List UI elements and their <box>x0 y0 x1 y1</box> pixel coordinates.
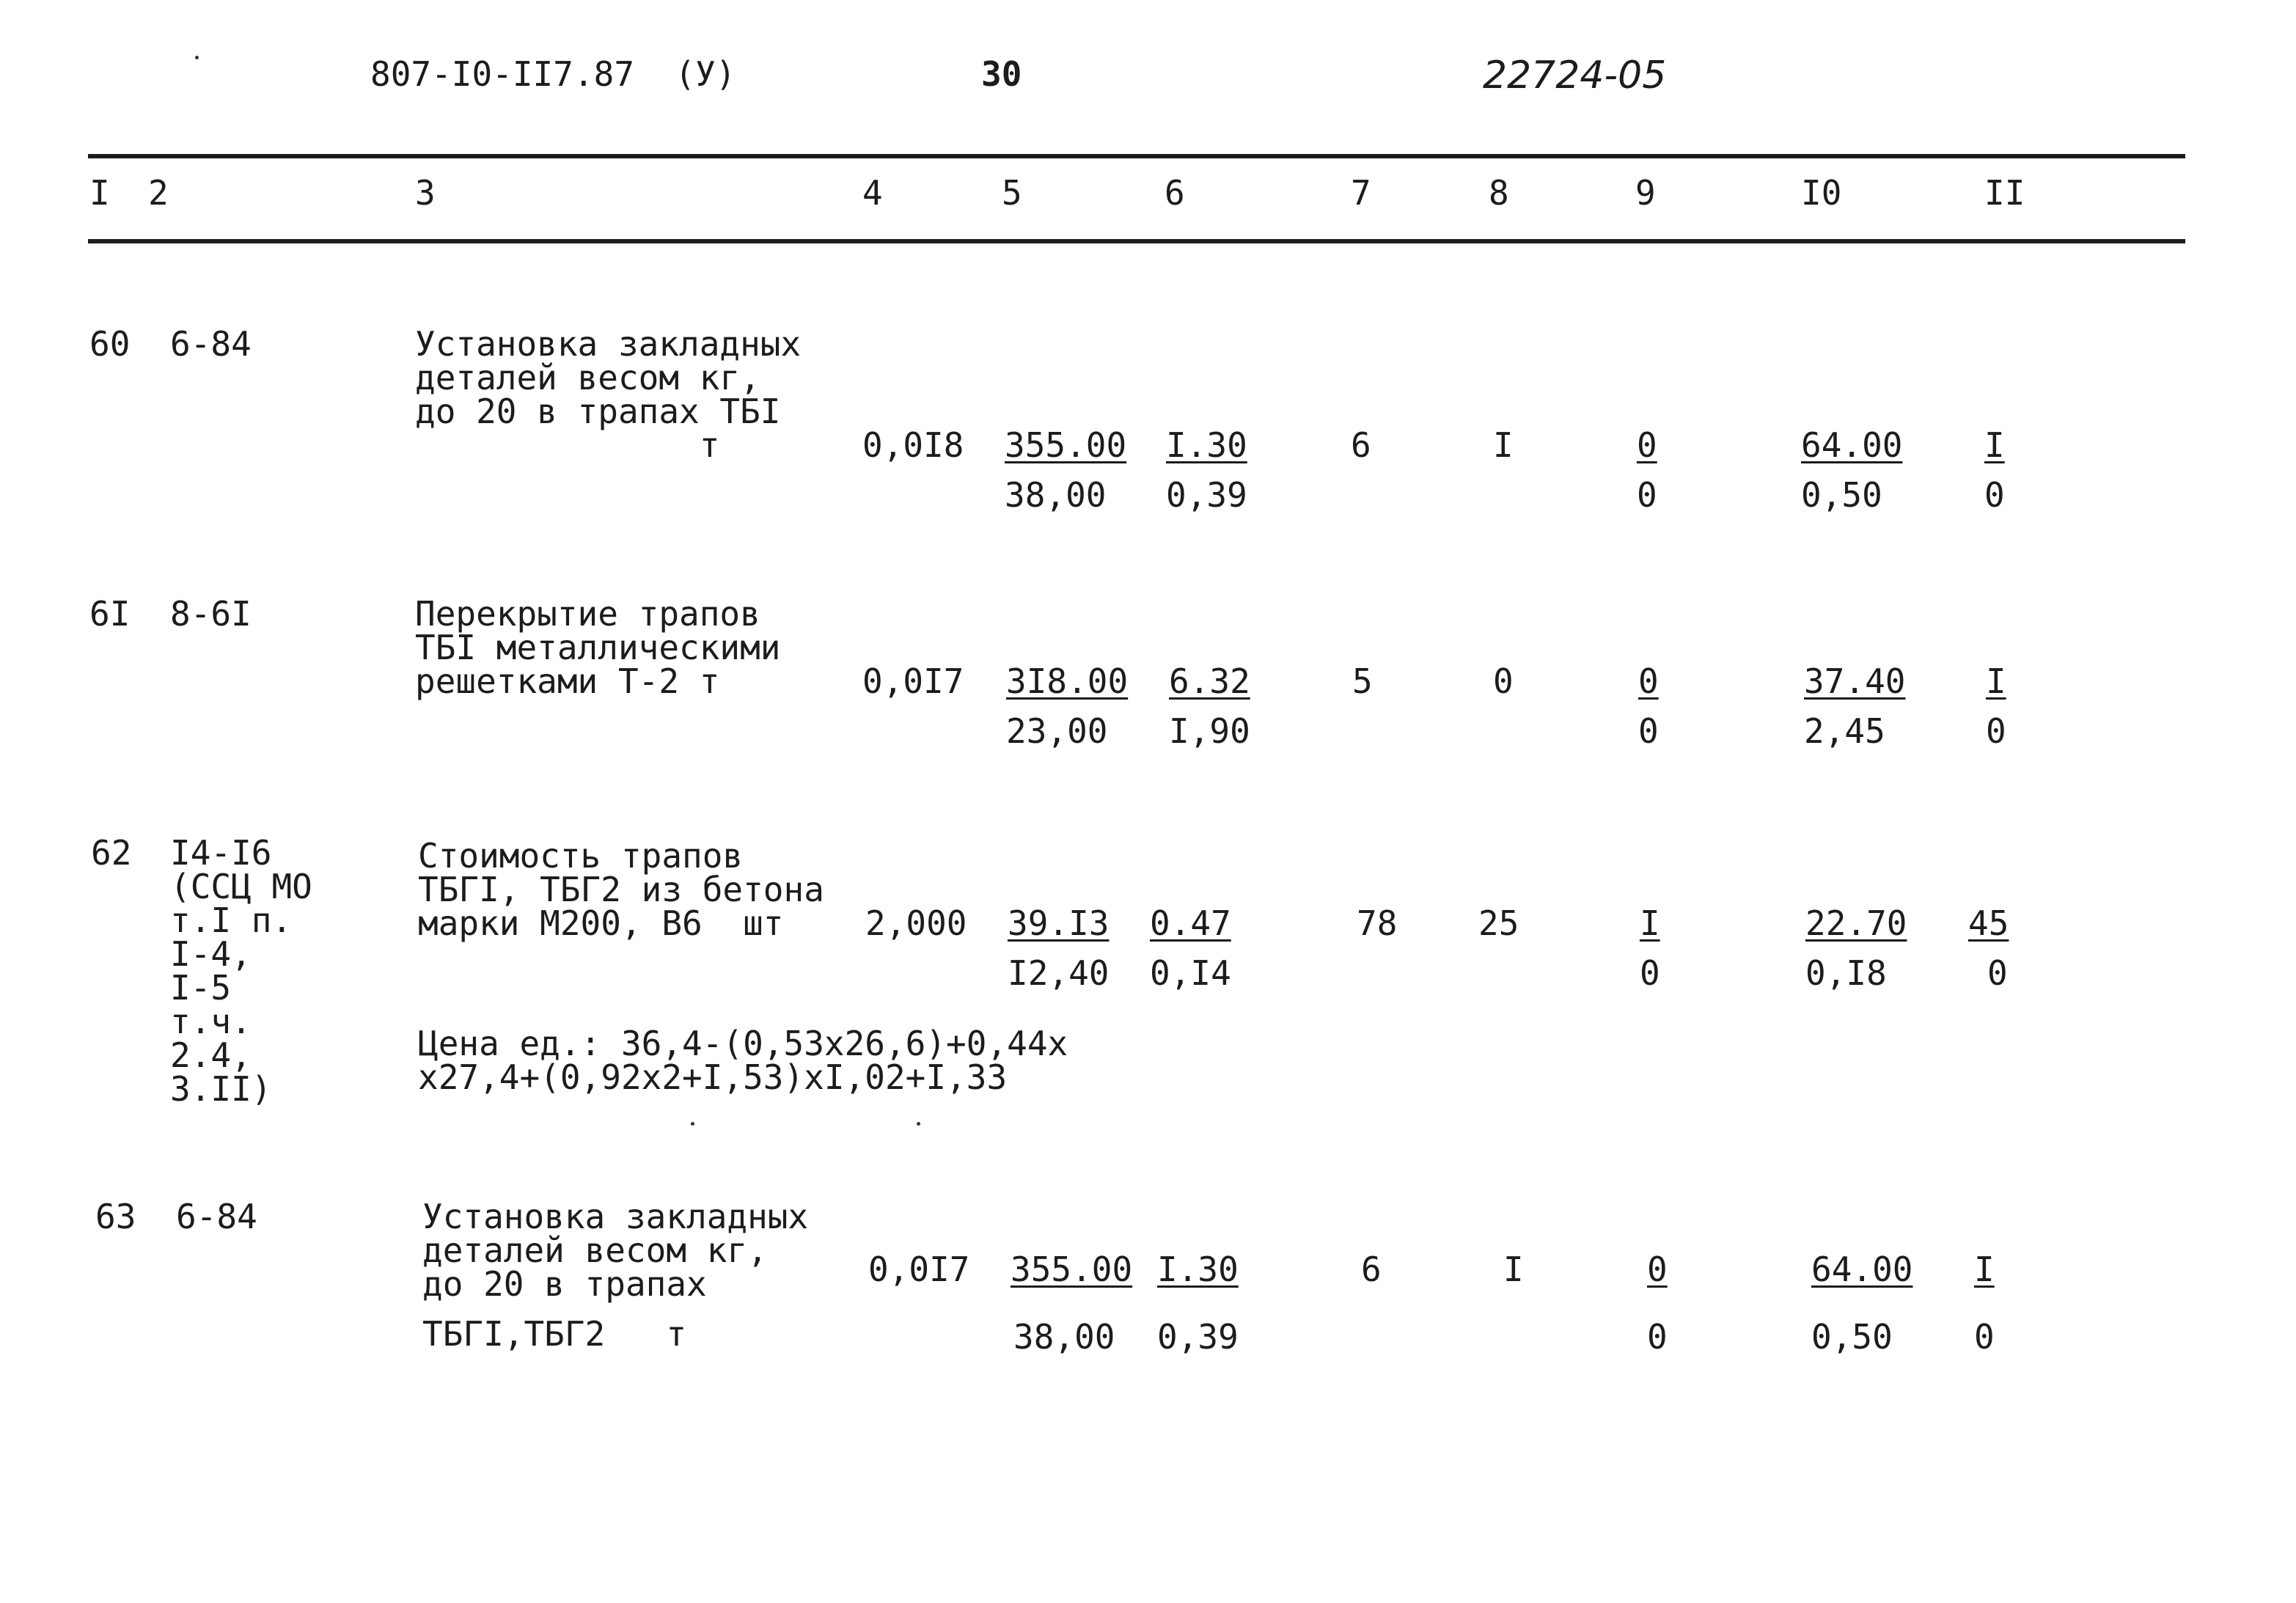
labor-total-machine: 0 <box>1984 475 2005 515</box>
column-header-6: 6 <box>1164 173 1185 213</box>
machine-total: I <box>1503 1250 1524 1289</box>
norm-code: 6-84 <box>176 1197 257 1236</box>
labor-total-machine: 0 <box>1987 953 2008 993</box>
machine-cost: 0.47 <box>1150 903 1231 943</box>
total-cost: 6 <box>1351 425 1371 465</box>
column-header-2: 2 <box>148 173 169 213</box>
header-rule <box>88 239 2185 243</box>
price-formula: Цена ед.: 36,4-(0,53х26,6)+0,44х х27,4+(0,92х2+I,53)хI,02+I,33 <box>418 1024 1068 1097</box>
row-number: 62 <box>91 833 132 873</box>
unit-cost-total: 3I8.00 <box>1006 661 1129 701</box>
labor-per-unit: 22.70 <box>1805 903 1907 943</box>
quantity: 2,000 <box>865 903 967 943</box>
labor-total: I <box>1974 1250 1995 1289</box>
labor-per-unit-machine: 0,50 <box>1801 475 1882 515</box>
labor-per-unit: 64.00 <box>1811 1250 1913 1289</box>
work-description: Стоимость трапов ТБГI, ТБГ2 из бетона марки М200, В6 шт <box>418 836 824 943</box>
column-header-4: 4 <box>862 173 883 213</box>
machine-cost: 6.32 <box>1169 661 1250 701</box>
machine-wages: 0,39 <box>1166 475 1247 515</box>
labor-per-unit: 37.40 <box>1804 661 1906 701</box>
machine-wages: 0,I4 <box>1150 953 1231 993</box>
scan-speck <box>195 56 199 59</box>
unit-cost-total: 39.I3 <box>1008 903 1110 943</box>
machine-cost: I.30 <box>1157 1250 1239 1289</box>
column-header-10: I0 <box>1801 173 1842 213</box>
total-cost: 5 <box>1352 661 1373 701</box>
page-number: 30 <box>981 54 1022 94</box>
quantity: 0,0I7 <box>862 661 964 701</box>
column-header-11: II <box>1984 173 2025 213</box>
machine-wages: I,90 <box>1169 711 1250 751</box>
labor-per-unit: 64.00 <box>1801 425 1903 465</box>
machine-total: I <box>1493 425 1514 465</box>
unit-cost-total: 355.00 <box>1005 425 1127 465</box>
labor-total: I <box>1986 661 2006 701</box>
machine-wages: 0,39 <box>1157 1317 1239 1357</box>
norm-code: 6-84 <box>170 324 252 364</box>
column-header-5: 5 <box>1002 173 1022 213</box>
col9-bottom: 0 <box>1637 475 1657 515</box>
work-description: Перекрытие трапов ТБI металлическими решетками Т-2 т <box>415 594 781 701</box>
scan-speck <box>691 1122 694 1126</box>
unit-cost-wages: 38,00 <box>1005 475 1107 515</box>
machine-total: 0 <box>1493 661 1514 701</box>
quantity: 0,0I7 <box>868 1250 970 1289</box>
scan-speck <box>917 1122 920 1126</box>
row-number: 6I <box>89 594 131 634</box>
top-rule <box>88 154 2185 158</box>
labor-per-unit-machine: 2,45 <box>1804 711 1885 751</box>
sheet-code: 22724-05 <box>1483 54 1667 98</box>
document-code: 807-I0-II7.87 (У) <box>370 54 736 94</box>
labor-total: 45 <box>1968 903 2009 943</box>
unit-cost-wages: I2,40 <box>1008 953 1110 993</box>
labor-total: I <box>1984 425 2005 465</box>
col9-bottom: 0 <box>1647 1317 1668 1357</box>
labor-total-machine: 0 <box>1986 711 2006 751</box>
work-description-continued: ТБГI,ТБГ2 т <box>422 1314 687 1354</box>
row-number: 63 <box>95 1197 136 1236</box>
column-header-7: 7 <box>1351 173 1371 213</box>
column-header-1: I <box>89 173 110 213</box>
machine-cost: I.30 <box>1166 425 1247 465</box>
work-description: Установка закладных деталей весом кг, до 20 в трапах ТБI т <box>415 324 802 465</box>
column-header-3: 3 <box>415 173 436 213</box>
work-description: Установка закладных деталей весом кг, до 20 в трапах <box>422 1197 809 1304</box>
unit-cost-wages: 23,00 <box>1006 711 1108 751</box>
labor-per-unit-machine: 0,50 <box>1811 1317 1893 1357</box>
col9-bottom: 0 <box>1638 711 1659 751</box>
col9-top: 0 <box>1637 425 1657 465</box>
total-cost: 6 <box>1361 1250 1382 1289</box>
quantity: 0,0I8 <box>862 425 964 465</box>
col9-top: 0 <box>1638 661 1659 701</box>
col9-top: 0 <box>1647 1250 1668 1289</box>
norm-code: I4-I6 (ССЦ МО т.I п. I-4, I-5 т.ч. 2.4, 3.II) <box>170 833 312 1109</box>
unit-cost-wages: 38,00 <box>1013 1317 1115 1357</box>
total-cost: 78 <box>1357 903 1398 943</box>
labor-total-machine: 0 <box>1974 1317 1995 1357</box>
labor-per-unit-machine: 0,I8 <box>1805 953 1887 993</box>
column-header-8: 8 <box>1489 173 1509 213</box>
unit-cost-total: 355.00 <box>1011 1250 1133 1289</box>
col9-bottom: 0 <box>1640 953 1660 993</box>
col9-top: I <box>1640 903 1660 943</box>
norm-code: 8-6I <box>170 594 252 634</box>
row-number: 60 <box>89 324 131 364</box>
column-header-9: 9 <box>1635 173 1656 213</box>
machine-total: 25 <box>1478 903 1519 943</box>
